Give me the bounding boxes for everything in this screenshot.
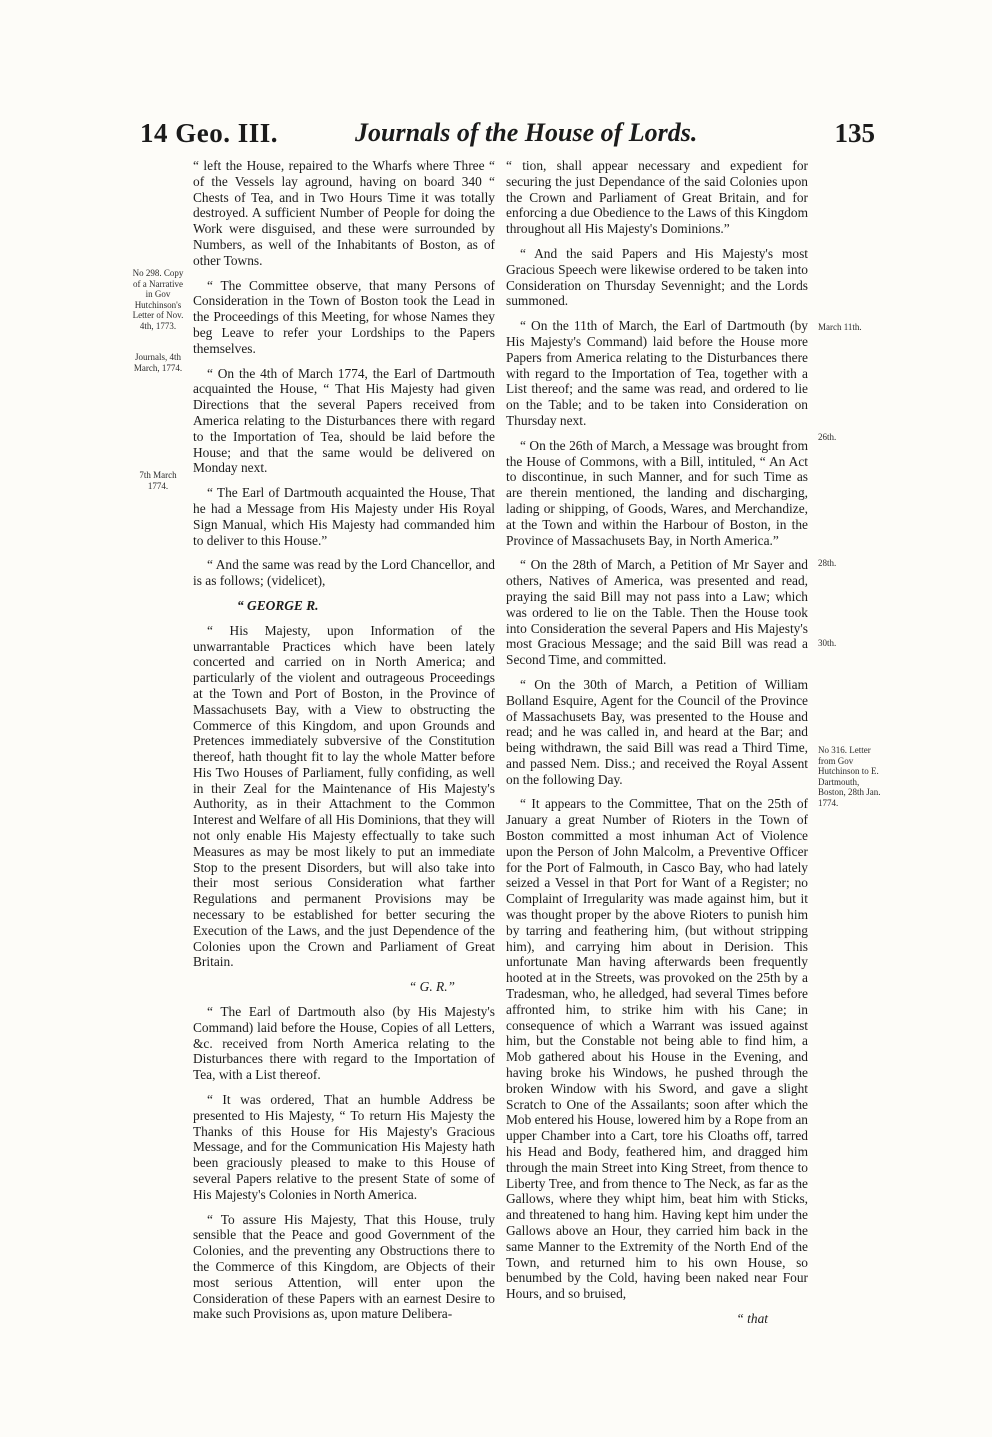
page-number: 135 [834,118,875,148]
paragraph: “ On the 28th of March, a Petition of Mr Sayer and others, Natives of America, was presented and read, praying the said Bill may not pass into a Law; which was ordered to lie on the Table. Then the House took into Consideration the several Papers and His Majesty's most Gracious Message; and the said Bill was read a Second Time, and committed. [506,557,808,668]
page-header [140,118,875,158]
royal-initials: “ G. R.” [408,979,455,995]
right-column [506,158,808,1336]
paragraph: “ To assure His Majesty, That this House, truly sensible that the Peace and good Government of the Colonies, and the preventing any Obstructions there to the Commerce of this Kingdom, are Objects of their most serious Attention, will enter upon the Consideration of these Papers with an earnest Desire to make such Provisions as, upon mature Delibera- [193,1211,495,1322]
paragraph: “ And the same was read by the Lord Chancellor, and is as follows; (videlicet), [193,557,495,589]
paragraph: “ left the House, repaired to the Wharfs where Three “ of the Vessels lay aground, having on board 340 “ Chests of Tea, and in Two Hours Time it was totally destroyed. A sufficient Number of People for doing the Work were disguised, and these were surrounded by Numbers, as well of the Inhabitants of Boston, as of other Towns. [193,158,495,268]
royal-signature-heading: “ GEORGE R. [237,597,319,613]
margin-note: March 11th. [818,322,862,332]
journal-title: Journals of the House of Lords. [355,118,698,147]
left-column [193,158,495,1331]
paragraph: “ The Earl of Dartmouth acquainted the House, That he had a Message from His Majesty under His Royal Sign Manual, which His Majesty had commanded him to deliver to this House.” [193,485,495,548]
paragraph: “ On the 11th of March, the Earl of Dartmouth (by His Majesty's Command) laid before the House more Papers from America relating to the Disturbances there with regard to the Importation of Tea, together with a List thereof; and the same was read, and ordered to lie on the Table; and to be taken into Consideration on Thursday next. [506,318,808,428]
paragraph: “ On the 26th of March, a Message was brought from the House of Commons, with a Bill, intituled, “ An Act to discontinue, in such Manner, and for such Time as are therein mentioned, the landing and discharging, lading or shipping, of Goods, Wares, and Merchandize, at the Town and within the Harbour of Boston, in the Province of Massachusets Bay, in North America.” [506,437,808,548]
margin-note: Journals, 4th March, 1774. [133,352,183,373]
paragraph: “ It was ordered, That an humble Address be presented to His Majesty, “ To return His Majesty the Thanks of this House for His Majesty's Gracious Message, and for the Communication His Majesty hath been graciously pleased to make to this House of several Papers relative to the present State of some of His Majesty's Colonies in North America. [193,1092,495,1202]
paragraph: “ On the 4th of March 1774, the Earl of Dartmouth acquainted the House, “ That His Majesty had given Directions that the several Papers received from America relating to the Disturbances there with regard to the Importation of Tea, should be laid before the House; and that the same would be delivered on Monday next. [193,365,495,476]
margin-note: 7th March 1774. [139,470,177,491]
margin-note: 30th. [818,638,837,648]
margin-note: 26th. [818,432,837,442]
paragraph: “ And the said Papers and His Majesty's most Gracious Speech were likewise ordered to be taken into Consideration on Thursday Sevennight; and the Lords summoned. [506,245,808,309]
paragraph: “ On the 30th of March, a Petition of William Bolland Esquire, Agent for the Council of the Province of Massachusets Bay, was presented to the House and read; and he was called in, and heard at the Bar; and being withdrawn, the said Bill was read a Third Time, and passed Nem. Diss.; and received the Royal Assent on the following Day. [506,676,808,787]
margin-note: 28th. [818,558,837,568]
regnal-year: 14 Geo. III. [140,118,279,148]
margin-note: No 298. Copy of a Narrative in Gov Hutchinson's Letter of Nov. 4th, 1773. [132,268,184,331]
paragraph: “ tion, shall appear necessary and expedient for securing the just Dependance of the said Colonies upon the Crown and Parliament of Great Britain, and for enforcing a due Obedience to the Laws of this Kingdom throughout all His Majesty's Dominions.” [506,158,808,237]
margin-note: No 316. Letter from Gov Hutchinson to E. Dartmouth, Boston, 28th Jan. 1774. [818,745,881,808]
paragraph: “ It appears to the Committee, That on the 25th of January a great Number of Rioters in the Town of Boston committed a most inhuman Act of Violence upon the Person of John Malcolm, a Preventive Officer for the Port of Falmouth, in Casco Bay, who had lately seized a Vessel in that Port for Want of a Register; no Complaint of Irregularity was made against him, but it was thought proper by the above Rioters to punish him by tarring and feathering him, (but without stripping him), and carrying him about in Derision. This unfortunate Man having afterwards been frequently hooted at in the Streets, was provoked on the 25th by a Tradesman, who, he alledged, had several Times before affronted him, to strike him with his Cane; in consequence of which a Warrant was issued against him, but the Constable not being able to find him, a Mob gathered about his House in the Evening, and having broke his Windows, he pushed through the broken Window with his Sword, and gave a slight Scratch to One of the Assailants; soon after which the Mob entered his House, lowered him by a Rope from an upper Chamber into a Cart, tore his Cloaths off, tarred his Head and Body, feathered him, and dragged him through the main Street into King Street, from thence to Liberty Tree, and from thence to The Neck, as far as the Gallows, where they whipt him, beat him with Sticks, and threatened to hang him. Having kept him under the Gallows above an Hour, they carried him back in the same Manner to the Extremity of the North End of the Town, and returned him to his own House, so benumbed by the Cold, having been naked near Four Hours, and so bruised, [506,796,808,1302]
paragraph: “ His Majesty, upon Information of the unwarrantable Practices which have been lately concerted and carried on in North America; and particularly of the violent and outrageous Proceedings at the Town and Port of Boston, in the Province of Massachusets Bay, with a View to obstructing the Commerce of this Kingdom, and upon Grounds and Pretences immediately subversive of the Constitution thereof, hath thought fit to lay the whole Matter before His Two Houses of Parliament, fully confiding, as well in their Zeal for the Maintenance of His Majesty's Authority, as in their Attachment to the Common Interest and Welfare of all His Dominions, that they will not only enable His Majesty effectually to take such Measures as may be most likely to put an immediate Stop to the present Disorders, but will also take into their most serious Consideration what farther Regulations and permanent Provisions may be necessary to be established for better securing the Execution of the Laws, and the just Dependence of the Colonies upon the Crown and Parliament of Great Britain. [193,622,495,970]
paragraph: “ The Committee observe, that many Persons of Consideration in the Town of Boston took the Lead in the Proceedings of this Meeting, for whose Names they beg Leave to refer your Lordships to the Papers themselves. [193,277,495,356]
catchword: “ that [736,1310,768,1326]
paragraph: “ The Earl of Dartmouth also (by His Majesty's Command) laid before the House, Copies of all Letters, &c. received from North America relating to the Disturbances there with regard to the Importation of Tea, with a List thereof. [193,1004,495,1083]
